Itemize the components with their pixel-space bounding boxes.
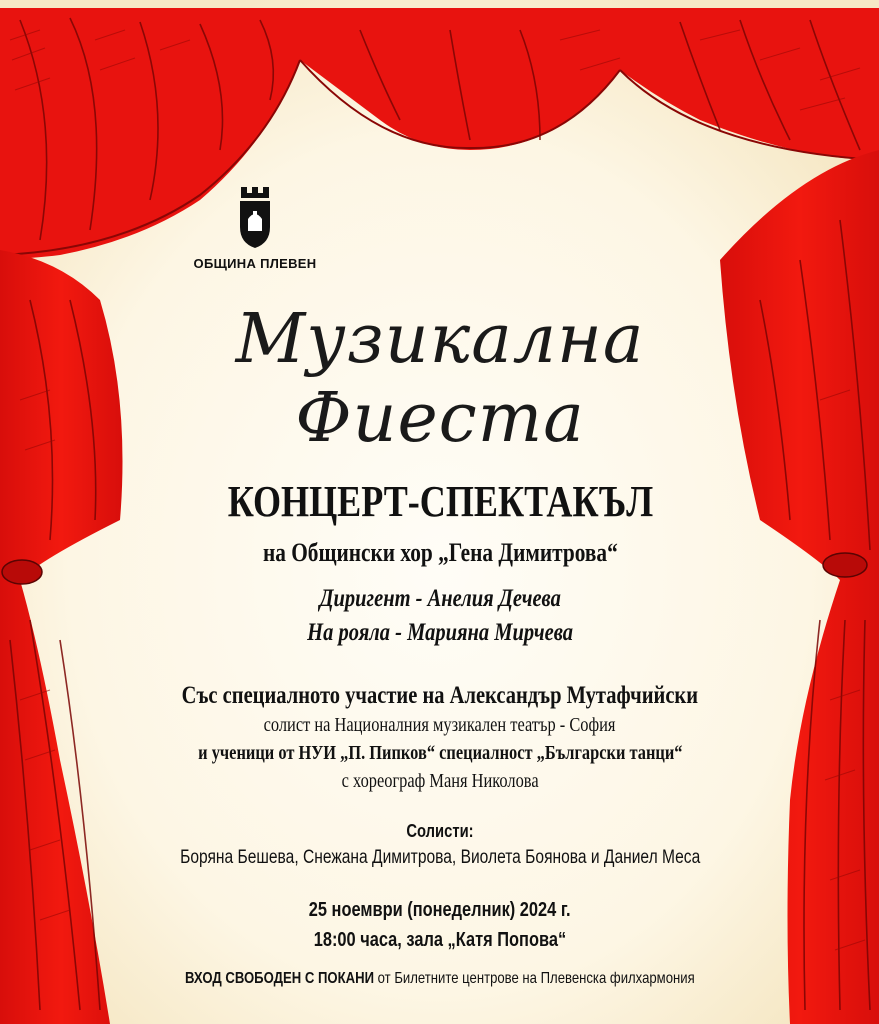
entry-bold-text: ВХОД СВОБОДЕН С ПОКАНИ <box>185 970 375 987</box>
piano-line <box>60 619 820 647</box>
special-guest-line <box>60 682 820 710</box>
choreographer-line <box>60 770 820 793</box>
municipality-name: ОБЩИНА ПЛЕВЕН <box>193 256 317 271</box>
curtain-tie-left <box>2 560 42 584</box>
guest-role-line <box>60 714 820 737</box>
event-time-place <box>60 929 820 952</box>
curtain-tie-right <box>823 553 867 577</box>
event-time-place-text: 18:00 часа, зала „Катя Попова“ <box>313 929 567 951</box>
choir-line <box>60 538 820 568</box>
students-text: и ученици от НУИ „П. Пипков“ специалност „Български танци“ <box>197 742 683 764</box>
special-guest-text: Със специалното участие на Александър Мутафчийски <box>181 682 699 709</box>
event-date-text: 25 ноември (понеделник) 2024 г. <box>309 899 571 921</box>
entry-rest-text: от Билетните центрове на Плевенска филхармония <box>374 970 695 987</box>
soloists-label-text: Солисти: <box>406 821 474 841</box>
choir-line-text: на Общински хор „Гена Димитрова“ <box>262 538 618 567</box>
event-date <box>60 899 820 922</box>
concert-heading-text: КОНЦЕРТ-СПЕКТАКЪЛ <box>227 477 653 526</box>
conductor-line <box>60 585 820 613</box>
soloists-names <box>60 847 820 869</box>
pleven-coat-of-arms-icon <box>238 187 272 249</box>
soloists-names-text: Боряна Бешева, Снежана Димитрова, Виолета Боянова и Даниел Меса <box>179 847 701 868</box>
piano-line-text: На рояла - Марияна Мирчева <box>307 619 573 646</box>
conductor-line-text: Диригент - Анелия Дечева <box>319 585 561 612</box>
choreographer-text: с хореограф Маня Николова <box>341 770 539 792</box>
students-line <box>60 742 820 765</box>
soloists-label <box>60 821 820 842</box>
guest-role-text: солист на Националния музикален театър - София <box>264 714 616 736</box>
event-title: Музикална Фиеста <box>235 300 645 458</box>
entry-info <box>60 970 820 988</box>
concert-heading <box>60 476 820 527</box>
